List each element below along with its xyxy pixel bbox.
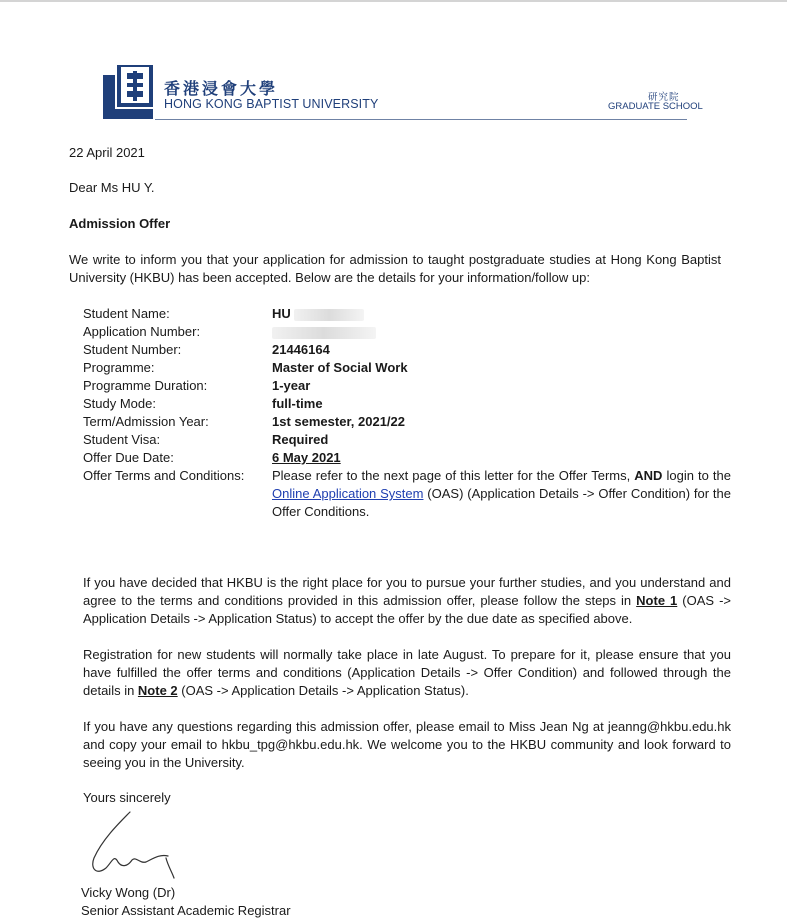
student-name-label: Student Name: — [83, 306, 170, 321]
signer-title: Senior Assistant Academic Registrar — [81, 903, 291, 918]
visa-label: Student Visa: — [83, 432, 161, 447]
accept-paragraph-text: If you have decided that HKBU is the right place for you to pursue your further studies, and you understand and agree to the terms and conditions provided in this admission offer, please follow the steps in — [83, 575, 731, 608]
programme-label: Programme: — [83, 360, 155, 375]
visa-value: Required — [272, 432, 329, 447]
signer-name: Vicky Wong (Dr) — [81, 885, 176, 900]
page-top-border — [0, 0, 787, 2]
university-name-english: HONG KONG BAPTIST UNIVERSITY — [164, 97, 379, 111]
oas-link[interactable]: Online Application System — [272, 486, 424, 501]
header-divider — [155, 119, 687, 120]
note-2: Note 2 — [137, 683, 178, 698]
registration-paragraph-text-end: (OAS -> Application Details -> Application Status). — [177, 683, 469, 698]
salutation: Dear Ms HU Y. — [69, 180, 155, 195]
due-date-value: 6 May 2021 — [272, 450, 341, 465]
duration-label: Programme Duration: — [83, 378, 208, 393]
application-number-value — [272, 323, 376, 341]
note-1: Note 1 — [636, 593, 678, 608]
terms-text-part3: (OAS) (Application Details -> Offer Condition) for the Offer Conditions. — [272, 486, 731, 519]
letter-subject: Admission Offer — [69, 216, 171, 231]
accept-paragraph-text-end: (OAS -> Application Details -> Application Status) to accept the offer by the due date as specified above. — [83, 593, 731, 626]
redacted-name — [294, 309, 364, 321]
terms-label: Offer Terms and Conditions: — [83, 468, 245, 483]
hkbu-logo-icon — [103, 65, 153, 121]
letter-date: 22 April 2021 — [69, 145, 145, 160]
handwritten-signature-icon — [88, 806, 188, 884]
term-label: Term/Admission Year: — [83, 414, 209, 429]
due-date-label: Offer Due Date: — [83, 450, 174, 465]
terms-text — [272, 467, 731, 521]
study-mode-label: Study Mode: — [83, 396, 156, 411]
redacted-application-number — [272, 327, 376, 339]
terms-text-part2: login to the — [662, 468, 732, 483]
programme-value: Master of Social Work — [272, 360, 408, 375]
student-number-label: Student Number: — [83, 342, 182, 357]
application-number-label: Application Number: — [83, 324, 201, 339]
term-value: 1st semester, 2021/22 — [272, 414, 405, 429]
intro-paragraph: We write to inform you that your application for admission to taught postgraduate studies at Hong Kong Baptist University (HKBU) has been accepted. Below are the details for your information/follow up: — [69, 252, 721, 285]
student-name-value — [272, 305, 364, 323]
terms-text-part1: Please refer to the next page of this letter for the Offer Terms, — [272, 468, 635, 483]
study-mode-value: full-time — [272, 396, 323, 411]
graduate-school-chinese: 研究院 — [648, 92, 680, 103]
terms-and: AND — [634, 468, 663, 483]
sign-off: Yours sincerely — [83, 790, 171, 805]
student-number-value: 21446164 — [272, 342, 330, 357]
registration-paragraph — [83, 646, 731, 700]
graduate-school-english: GRADUATE SCHOOL — [608, 101, 703, 112]
duration-value: 1-year — [272, 378, 311, 393]
contact-paragraph: If you have any questions regarding this admission offer, please email to Miss Jean Ng at jeanng@hkbu.edu.hk and copy your email to hkbu_tpg@hkbu.edu.hk. We welcome you to the HKBU community and look forward to seeing you in the University. — [83, 719, 731, 770]
registration-paragraph-text: Registration for new students will normally take place in late August. To prepare for it, please ensure that you have fulfilled the offer terms and conditions (Application Details -> Offer Condition) and followed through the details in — [83, 647, 731, 698]
student-name-text: HU — [272, 306, 291, 321]
university-name-chinese: 香港浸會大學 — [164, 79, 279, 98]
accept-paragraph — [83, 574, 731, 628]
